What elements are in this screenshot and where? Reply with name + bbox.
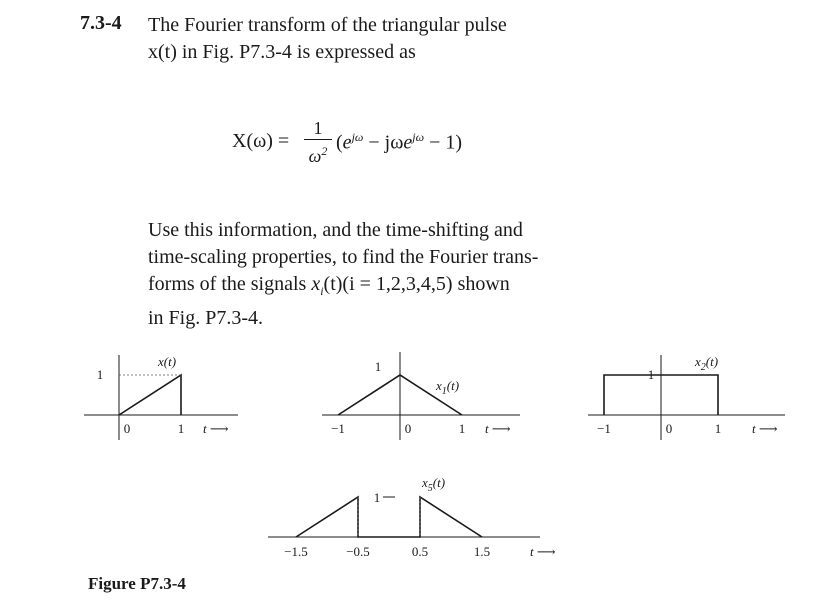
- x-x-tick-label: 0: [123, 421, 131, 436]
- x-y-tick-label: 1: [96, 367, 104, 382]
- x1-y-tick-label: 1: [374, 359, 382, 374]
- x5-x-tick-label: 1.5: [473, 544, 491, 559]
- body-line-2: time-scaling properties, to find the Fourier trans-: [148, 246, 539, 268]
- problem-number: 7.3-4: [80, 12, 122, 34]
- x1-signal-label: $x_1(t)$: [436, 378, 460, 397]
- x5-time-arrow-label: t ⟶: [530, 544, 556, 559]
- intro-line-2: x(t) in Fig. P7.3-4 is expressed as: [148, 41, 416, 63]
- body-line-1: Use this information, and the time-shifting and: [148, 219, 523, 241]
- x1-x-tick-label: 0: [404, 421, 412, 436]
- x5-y-tick-label: 1: [373, 490, 381, 505]
- x-time-arrow-label: t ⟶: [203, 421, 229, 436]
- x2-time-arrow-label: t ⟶: [752, 421, 778, 436]
- body-line-4: in Fig. P7.3-4.: [148, 307, 264, 329]
- x5-signal-label: $x_5(t)$: [422, 475, 446, 494]
- x1-time-arrow-label: t ⟶: [485, 421, 511, 436]
- body-line-3: forms of the signals $x_i(t)(i = 1,2,3,4,5)$ shown: [148, 273, 510, 298]
- equation-rhs: $(e^{j\omega} - j\omega e^{j\omega} - 1)$: [336, 130, 463, 154]
- x5-x-tick-label: −0.5: [346, 544, 370, 559]
- equation-denominator: $\omega^2$: [308, 144, 328, 166]
- x2-x-tick-label: 1: [714, 421, 722, 436]
- figure-caption: Figure P7.3-4: [88, 574, 186, 593]
- x5-x-tick-label: −1.5: [284, 544, 308, 559]
- intro-line-1: The Fourier transform of the triangular pulse: [148, 14, 507, 36]
- x1-x-tick-label: 1: [458, 421, 466, 436]
- x2-x-tick-label: 0: [665, 421, 673, 436]
- x-signal-curve: [119, 375, 181, 415]
- equation-lhs: X(ω) =: [232, 130, 290, 152]
- x-signal-label: x(t): [158, 354, 177, 369]
- x2-signal-label: $x_2(t)$: [695, 354, 719, 373]
- x-x-tick-label: 1: [177, 421, 185, 436]
- x5-x-tick-label: 0.5: [411, 544, 429, 559]
- x1-x-tick-label: −1: [331, 421, 345, 436]
- equation-numerator: 1: [313, 118, 323, 138]
- x5-signal-curve: [296, 497, 482, 537]
- x2-y-tick-label: 1: [647, 367, 655, 382]
- x2-x-tick-label: −1: [597, 421, 611, 436]
